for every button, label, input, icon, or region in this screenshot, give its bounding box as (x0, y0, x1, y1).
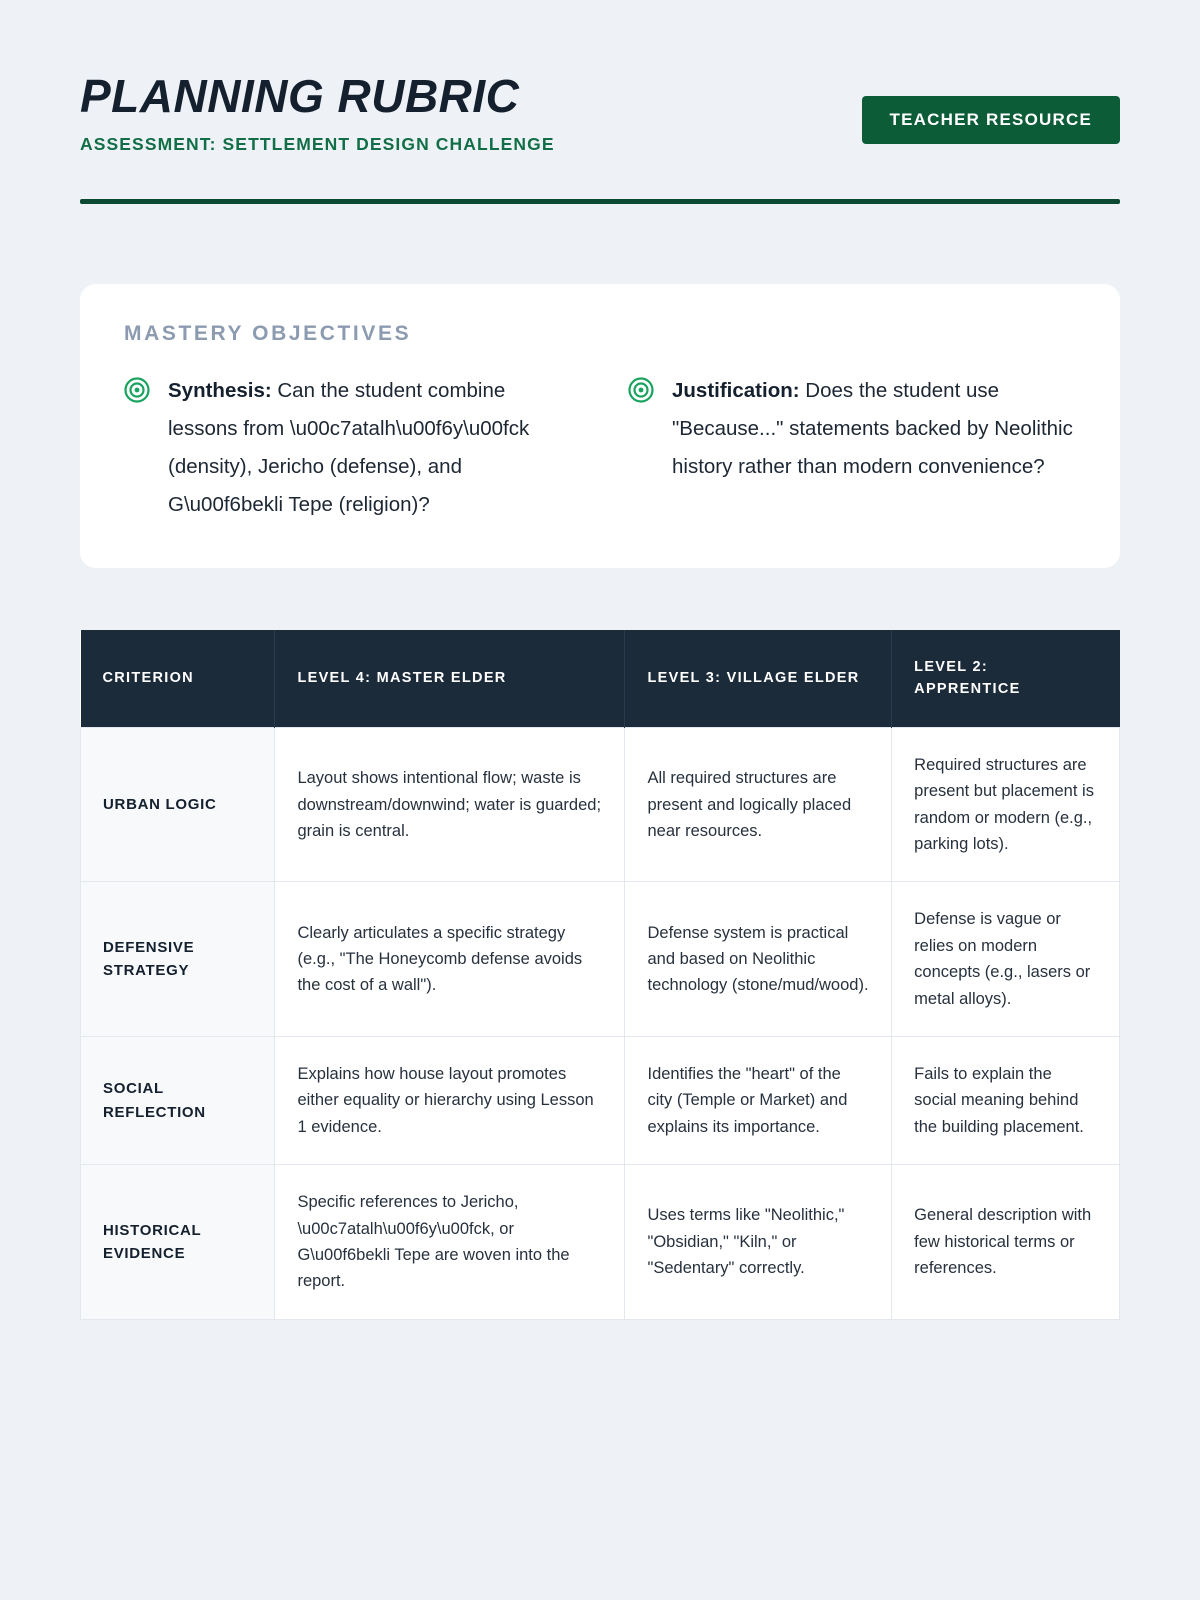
objective-body: Does the student use "Because..." statements backed by Neolithic history rather than modern convenience? (672, 379, 1073, 479)
card-heading: MASTERY OBJECTIVES (124, 322, 412, 346)
page-title: PLANNING RUBRIC (80, 70, 520, 122)
row-level2: Required structures are present but placement is random or modern (e.g., parking lots). (892, 727, 1120, 882)
row-level4: Layout shows intentional flow; waste is downstream/downwind; water is guarded; grain is central. (275, 727, 625, 882)
row-level3: Uses terms like "Neolithic," "Obsidian," "Kiln," or "Sedentary" correctly. (625, 1165, 892, 1320)
row-level2: General description with few historical terms or references. (892, 1165, 1120, 1320)
row-level2: Defense is vague or relies on modern concepts (e.g., lasers or metal alloys). (892, 882, 1120, 1037)
column-header-level2: LEVEL 2: APPRENTICE (892, 630, 1120, 727)
column-header-level3: LEVEL 3: VILLAGE ELDER (625, 630, 892, 727)
column-header-criterion: CRITERION (81, 630, 275, 727)
objective-label: Justification: (672, 379, 800, 403)
objective-item-justification (628, 372, 1076, 524)
table-row (81, 1165, 1120, 1320)
objective-item-synthesis (124, 372, 572, 524)
row-level3: All required structures are present and logically placed near resources. (625, 727, 892, 882)
target-icon (124, 377, 150, 403)
column-header-level4: LEVEL 4: MASTER ELDER (275, 630, 625, 727)
objective-label: Synthesis: (168, 379, 272, 403)
row-level3: Identifies the "heart" of the city (Temple or Market) and explains its importance. (625, 1037, 892, 1165)
page-header (80, 0, 1120, 155)
row-level4: Specific references to Jericho, \u00c7atalh\u00f6y\u00fck, or G\u00f6bekli Tepe are woven into the report. (275, 1165, 625, 1320)
row-level2: Fails to explain the social meaning behind the building placement. (892, 1037, 1120, 1165)
row-criterion: URBAN LOGIC (81, 727, 275, 882)
table-row (81, 1037, 1120, 1165)
objective-text (672, 372, 1076, 486)
table-header-row (81, 630, 1120, 727)
rubric-table-wrapper (80, 630, 1120, 1320)
page-subtitle: ASSESSMENT: SETTLEMENT DESIGN CHALLENGE (80, 134, 555, 155)
row-criterion: HISTORICAL EVIDENCE (81, 1165, 275, 1320)
objective-text (168, 372, 572, 524)
row-criterion: DEFENSIVE STRATEGY (81, 882, 275, 1037)
header-divider (80, 199, 1120, 204)
row-level4: Explains how house layout promotes either equality or hierarchy using Lesson 1 evidence. (275, 1037, 625, 1165)
table-row (81, 727, 1120, 882)
status-badge: TEACHER RESOURCE (862, 96, 1120, 144)
table-header (81, 630, 1120, 727)
table-body (81, 727, 1120, 1319)
objective-body: Can the student combine lessons from \u00c7atalh\u00f6y\u00fck (density), Jericho (defense), and G\u00f6bekli Tepe (religion)? (168, 379, 530, 517)
target-icon (628, 377, 654, 403)
objectives-list (124, 372, 1076, 524)
rubric-table (80, 630, 1120, 1320)
table-row (81, 882, 1120, 1037)
row-criterion: SOCIAL REFLECTION (81, 1037, 275, 1165)
row-level3: Defense system is practical and based on Neolithic technology (stone/mud/wood). (625, 882, 892, 1037)
row-level4: Clearly articulates a specific strategy (e.g., "The Honeycomb defense avoids the cost of a wall"). (275, 882, 625, 1037)
mastery-objectives-card (80, 284, 1120, 568)
title-block (80, 72, 862, 155)
